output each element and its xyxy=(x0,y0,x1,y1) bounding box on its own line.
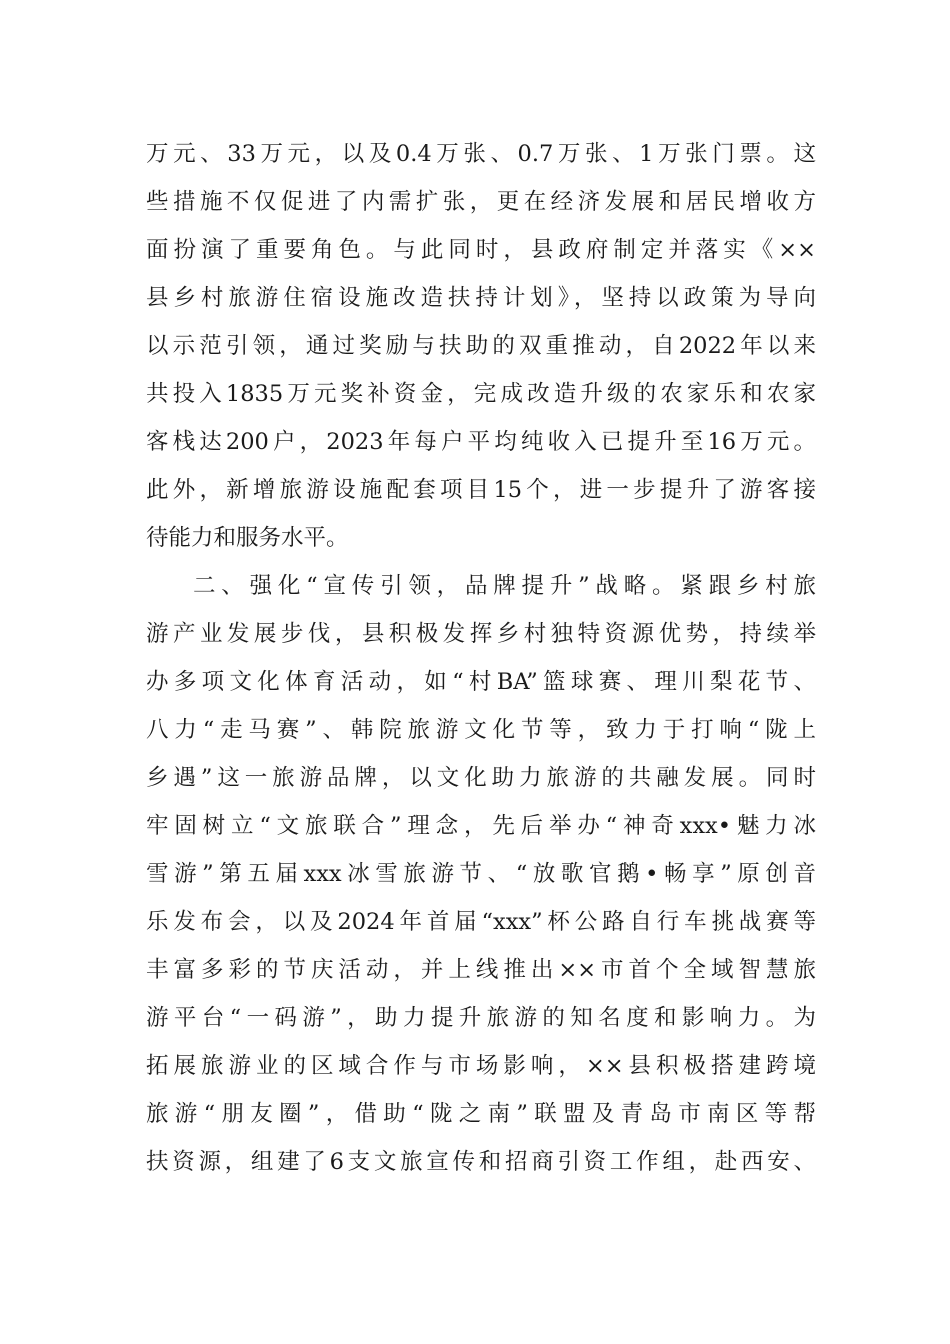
body-text xyxy=(146,130,816,1186)
text-line: 以示范引领，通过奖励与扶助的双重推动，自2022年以来 xyxy=(146,333,816,359)
text-line: 拓展旅游业的区域合作与市场影响，××县积极搭建跨境 xyxy=(146,1053,816,1079)
text-line: 扶资源，组建了6支文旅宣传和招商引资工作组，赴西安、 xyxy=(146,1149,816,1175)
text-line: 此外，新增旅游设施配套项目15个，进一步提升了游客接 xyxy=(146,477,816,503)
text-line: 雪游”第五届xxx冰雪旅游节、“放歌官鹅•畅享”原创音 xyxy=(146,861,816,887)
text-line: 待能力和服务水平。 xyxy=(146,525,349,551)
text-line: 面扮演了重要角色。与此同时，县政府制定并落实《×× xyxy=(146,237,816,263)
text-line: 丰富多彩的节庆活动，并上线推出××市首个全域智慧旅 xyxy=(146,957,816,983)
text-line: 县乡村旅游住宿设施改造扶持计划》，坚持以政策为导向 xyxy=(146,285,816,311)
text-line: 游平台“一码游”，助力提升旅游的知名度和影响力。为 xyxy=(146,1005,816,1031)
text-line: 些措施不仅促进了内需扩张，更在经济发展和居民增收方 xyxy=(146,189,816,215)
section-heading-line: 二、强化“宣传引领，品牌提升”战略。紧跟乡村旅 xyxy=(193,573,816,599)
text-line: 游产业发展步伐，县积极发挥乡村独特资源优势，持续举 xyxy=(146,621,816,647)
text-line: 旅游“朋友圈”，借助“陇之南”联盟及青岛市南区等帮 xyxy=(146,1101,816,1127)
text-line: 八力“走马赛”、韩院旅游文化节等，致力于打响“陇上 xyxy=(146,717,816,743)
text-line: 客栈达200户，2023年每户平均纯收入已提升至16万元。 xyxy=(146,429,816,455)
text-line: 共投入1835万元奖补资金，完成改造升级的农家乐和农家 xyxy=(146,381,816,407)
text-line: 乐发布会，以及2024年首届“xxx”杯公路自行车挑战赛等 xyxy=(146,909,816,935)
text-line: 办多项文化体育活动，如“村BA”篮球赛、理川梨花节、 xyxy=(146,669,816,695)
text-line: 万元、33万元，以及0.4万张、0.7万张、1万张门票。这 xyxy=(146,141,816,167)
text-line: 乡遇”这一旅游品牌，以文化助力旅游的共融发展。同时 xyxy=(146,765,816,791)
text-line: 牢固树立“文旅联合”理念，先后举办“神奇xxx•魅力冰 xyxy=(146,813,816,839)
